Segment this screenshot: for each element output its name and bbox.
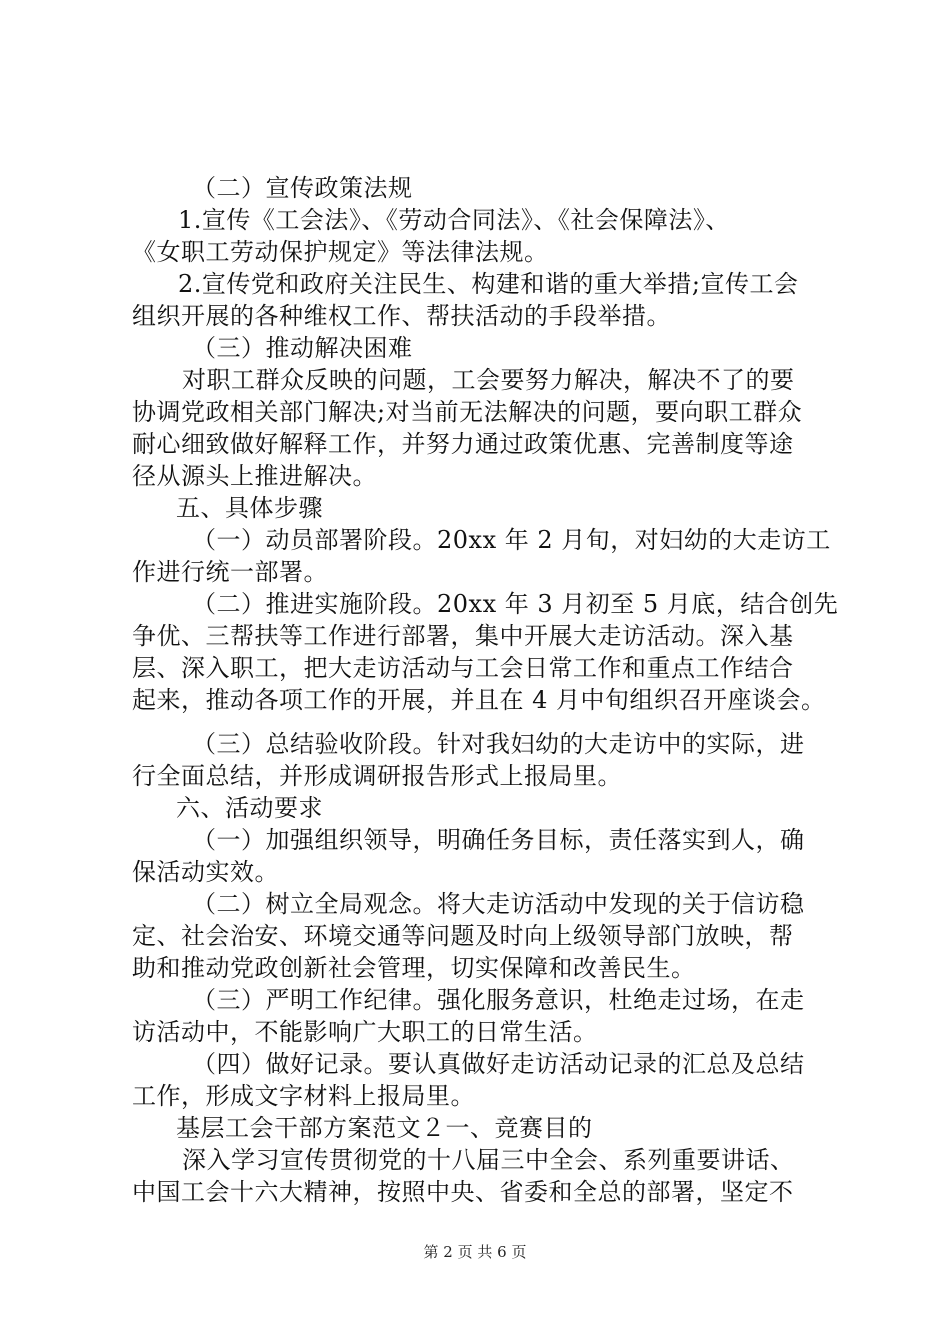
paragraph-line: （一）加强组织领导，明确任务目标，责任落实到人，确 <box>192 826 805 854</box>
paragraph-line: 径从源头上推进解决。 <box>132 462 377 490</box>
paragraph-line: 行全面总结，并形成调研报告形式上报局里。 <box>132 762 622 790</box>
paragraph-line: （一）动员部署阶段。20xx 年 2 月旬，对妇幼的大走访工 <box>192 526 831 554</box>
paragraph-line: 协调党政相关部门解决;对当前无法解决的问题，要向职工群众 <box>132 398 803 426</box>
paragraph-line: 访活动中，不能影响广大职工的日常生活。 <box>132 1018 598 1046</box>
paragraph-line: 对职工群众反映的问题，工会要努力解决，解决不了的要 <box>182 366 795 394</box>
paragraph-line: 1.宣传《工会法》、《劳动合同法》、《社会保障法》、 <box>178 206 730 234</box>
paragraph-line: （四）做好记录。要认真做好走访活动记录的汇总及总结 <box>192 1050 805 1078</box>
page-number-footer: 第 2 页 共 6 页 <box>423 1243 527 1261</box>
section-heading: 五、具体步骤 <box>176 494 323 522</box>
paragraph-line: 2.宣传党和政府关注民生、构建和谐的重大举措;宣传工会 <box>178 270 799 298</box>
paragraph-line: （二）推进实施阶段。20xx 年 3 月初至 5 月底，结合创先 <box>192 590 839 618</box>
paragraph-line: 深入学习宣传贯彻党的十八届三中全会、系列重要讲话、 <box>182 1146 795 1174</box>
section-heading: （三）推动解决困难 <box>192 334 413 362</box>
paragraph-line: 保活动实效。 <box>132 858 279 886</box>
section-heading: 基层工会干部方案范文２一、竞赛目的 <box>176 1114 593 1142</box>
paragraph-line: （三）总结验收阶段。针对我妇幼的大走访中的实际，进 <box>192 730 805 758</box>
paragraph-line: 助和推动党政创新社会管理，切实保障和改善民生。 <box>132 954 696 982</box>
paragraph-line: 起来，推动各项工作的开展，并且在 4 月中旬组织召开座谈会。 <box>132 686 826 714</box>
paragraph-line: 定、社会治安、环境交通等问题及时向上级领导部门放映，帮 <box>132 922 794 950</box>
paragraph-line: 作进行统一部署。 <box>132 558 328 586</box>
section-heading: 六、活动要求 <box>176 794 323 822</box>
paragraph-line: 层、深入职工，把大走访活动与工会日常工作和重点工作结合 <box>132 654 794 682</box>
section-heading: （二）宣传政策法规 <box>192 174 413 202</box>
paragraph-line: （二）树立全局观念。将大走访活动中发现的关于信访稳 <box>192 890 805 918</box>
paragraph-line: 工作，形成文字材料上报局里。 <box>132 1082 475 1110</box>
paragraph-line: 耐心细致做好解释工作，并努力通过政策优惠、完善制度等途 <box>132 430 794 458</box>
paragraph-line: 《女职工劳动保护规定》等法律法规。 <box>132 238 549 266</box>
paragraph-line: 中国工会十六大精神，按照中央、省委和全总的部署，坚定不 <box>132 1178 794 1206</box>
paragraph-line: 组织开展的各种维权工作、帮扶活动的手段举措。 <box>132 302 671 330</box>
paragraph-line: （三）严明工作纪律。强化服务意识，杜绝走过场，在走 <box>192 986 805 1014</box>
paragraph-line: 争优、三帮扶等工作进行部署，集中开展大走访活动。深入基 <box>132 622 794 650</box>
